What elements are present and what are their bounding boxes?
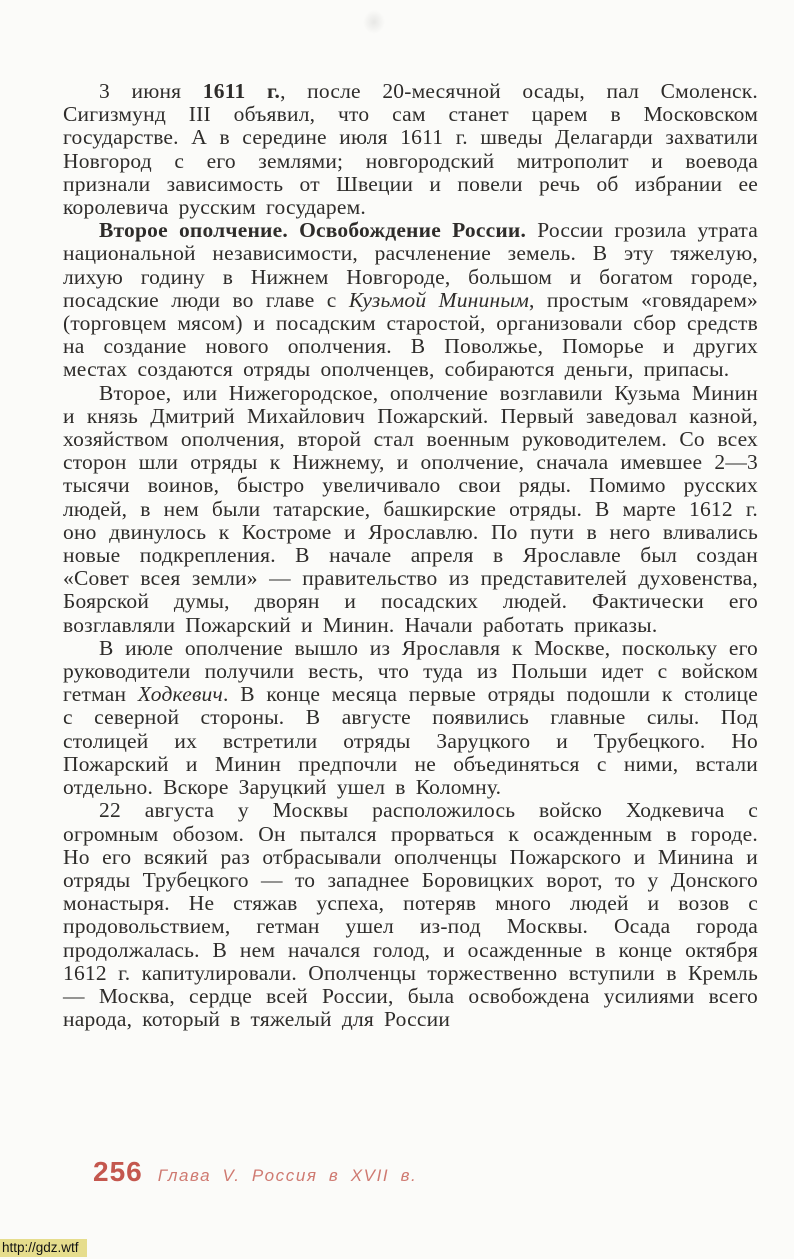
bold-run: 1611 г.	[202, 79, 281, 103]
chapter-running-title: Глава V. Россия в XVII в.	[157, 1166, 418, 1185]
text-run: 22 августа у Москвы расположилось войско Ходкевича с огромным обозом. Он пытался прорваться к осажденным в городе. Но его всякий раз отбрасывали ополченцы Пожарского и Минина и отряды Трубецкого — то западнее Боровицких ворот, то у Донского монастыря. Не стяжав успеха, потеряв много людей и возов с продовольствием, гетман ушел из-под Москвы. Осада города продолжалась. В нем начался голод, и осажденные в конце октября 1612 г. капитулировали. Ополченцы торжественно вступили в Кремль — Москва, сердце всей России, была освобождена усилиями всего народа, который в тяжелый для России	[63, 798, 758, 1032]
scan-smudge	[363, 10, 385, 34]
text-run: , простым «говядарем» (торговцем мясом) и посадским старостой, организовали сбор средств на создание нового ополчения. В Поволжье, Поморье и других местах создаются отряды ополченцев, собираются деньги, припасы.	[63, 287, 759, 382]
bold-run: Второе ополчение. Освобождение России.	[99, 218, 527, 243]
paragraph	[63, 219, 758, 381]
italic-run: Кузьмой Мининым	[348, 287, 530, 312]
text-run: , после 20-месячной осады, пал Смоленск. Сигизмунд III объявил, что сам станет царем в Московском государстве. А в середине июля 1611 г. шведы Делагарди захватили Новгород с его землями; новгородский митрополит и воевода признали зависимость от Швеции и повели речь об избрании ее королевича русским государем.	[63, 79, 758, 220]
paragraph	[63, 799, 758, 1031]
page-number: 256	[93, 1156, 143, 1187]
page-footer	[93, 1156, 417, 1188]
paragraph	[63, 382, 758, 637]
text-run: Второе, или Нижегородское, ополчение возглавили Кузьма Минин и князь Дмитрий Михайлович Пожарский. Первый заведовал казной, хозяйством ополчения, второй стал военным руководителем. Со всех сторон шли отряды к Нижнему, и ополчение, сначала имевшее 2—3 тысячи воинов, быстро увеличивало свои ряды. Помимо русских людей, в нем были татарские, башкирские отряды. В марте 1612 г. оно двинулось к Костроме и Ярославлю. По пути в него вливались новые подкрепления. В начале апреля в Ярославле был создан «Совет всея земли» — правительство из представителей духовенства, Боярской думы, дворян и посадских людей. Фактически его возглавляли Пожарский и Минин. Начали работать приказы.	[63, 380, 758, 637]
paragraph	[63, 80, 758, 219]
paragraph	[63, 637, 758, 799]
text-run: В июле ополчение вышло из Ярославля к Москве, поскольку его руководители получили весть, что туда из Польши идет с войском гетман	[63, 635, 758, 707]
italic-run: Ходкевич	[137, 682, 223, 707]
text-run: России грозила утрата национальной независимости, расчленение земель. В эту тяжелую, лихую годину в Нижнем Новгороде, большом и богатом городе, посадские люди во главе с	[63, 218, 758, 312]
site-watermark: http://gdz.wtf	[0, 1239, 87, 1257]
text-run: 3 июня	[99, 79, 203, 103]
text-run: . В конце месяца первые отряды подошли к столице с северной стороны. В августе появились главные силы. Под столицей их встретили отряды Заруцкого и Трубецкого. Но Пожарский и Минин предпочли не объединяться с ними, встали отдельно. Вскоре Заруцкий ушел в Коломну.	[63, 682, 758, 800]
page-text	[63, 80, 758, 1031]
